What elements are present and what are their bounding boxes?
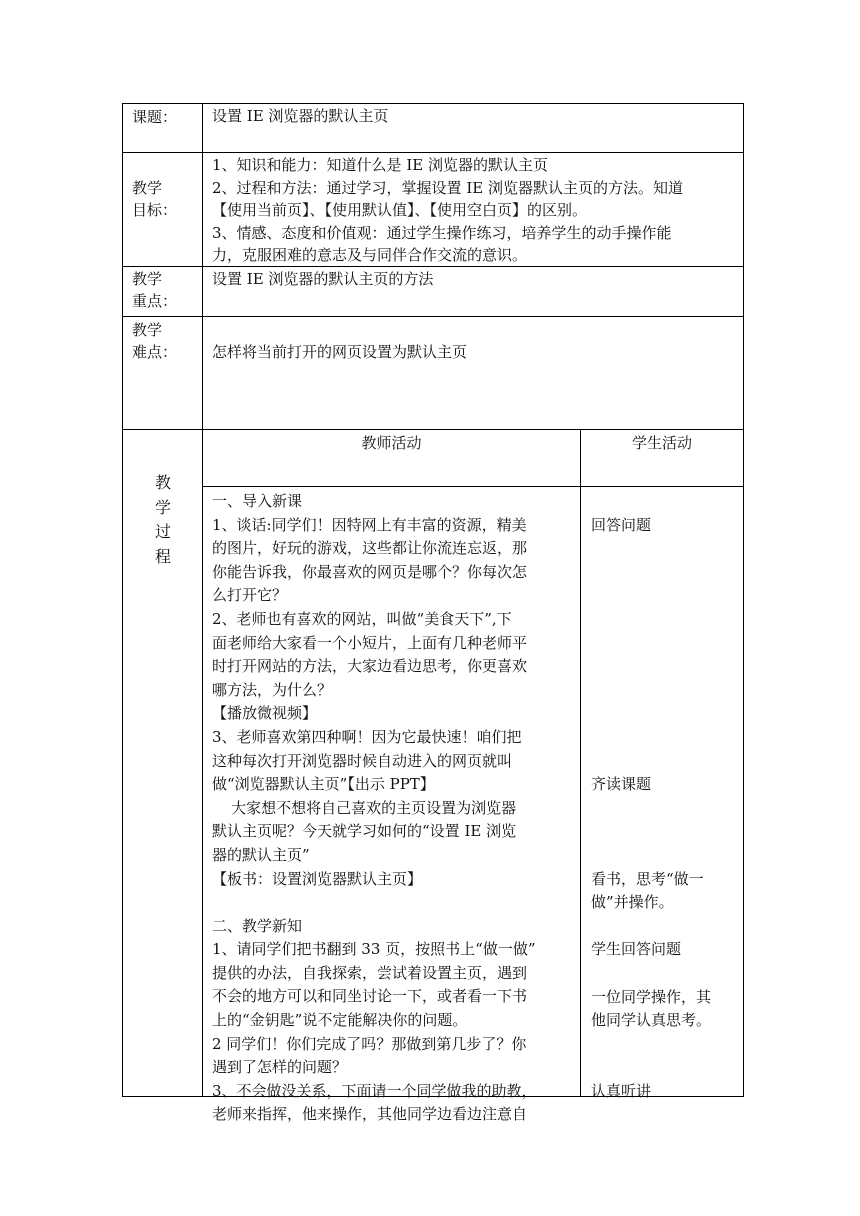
- key-points-content: 设置 IE 浏览器的默认主页的方法: [212, 270, 434, 288]
- key-points-label-line-2: 重点：: [132, 292, 178, 310]
- teacher-activity-line: 1、请同学们把书翻到 33 页，按照书上“做一做”: [212, 940, 536, 959]
- teacher-activity-line: 一、导入新课: [212, 492, 303, 510]
- objectives-label-line-2: 目标：: [132, 201, 178, 219]
- key-points-label-line-1: 教学: [132, 270, 163, 288]
- student-column-divider: [580, 429, 581, 1097]
- student-activity-note: 做”并操作。: [591, 893, 674, 912]
- student-activity-note: 学生回答问题: [591, 940, 682, 959]
- objectives-label: [132, 177, 177, 221]
- teacher-activity-line: 你能告诉我，你最喜欢的网页是哪个？你每次怎: [212, 562, 528, 581]
- difficulties-label-line-2: 难点：: [132, 343, 178, 361]
- difficulties-label-line-1: 教学: [132, 321, 163, 339]
- objectives-content: [212, 154, 683, 267]
- table-border-top: [122, 103, 744, 104]
- teacher-activity-line: 么打开它？: [212, 586, 288, 605]
- table-border-right: [743, 103, 744, 1097]
- row-divider-1: [122, 152, 744, 153]
- objectives-label-line-1: 教学: [132, 179, 163, 197]
- teacher-activity-line: 老师来指挥，他来操作，其他同学边看边注意自: [212, 1105, 528, 1124]
- process-label-char: 过: [154, 522, 171, 541]
- objectives-line: 3、情感、态度和价值观：通过学生操作练习，培养学生的动手操作能: [212, 223, 672, 242]
- objectives-line: 【使用当前页】、【使用默认值】、【使用空白页】的区别。: [212, 201, 588, 220]
- teacher-activity-line: 的图片，好玩的游戏，这些都让你流连忘返，那: [212, 539, 528, 558]
- teacher-activity-line: 2 同学们！你们完成了吗？那做到第几步了？你: [212, 1034, 527, 1053]
- row-divider-3: [122, 316, 744, 317]
- difficulties-content: 怎样将当前打开的网页设置为默认主页: [212, 343, 468, 361]
- process-label-char: 教: [154, 473, 171, 492]
- student-activity-note: 回答问题: [591, 515, 652, 534]
- teacher-activity-line: 这种每次打开浏览器时候自动进入的网页就叫: [212, 751, 513, 770]
- objectives-line: 1、知识和能力：知道什么是 IE 浏览器的默认主页: [212, 156, 548, 174]
- table-border-left: [122, 103, 123, 1097]
- teacher-activity-line: 3、老师喜欢第四种啊！因为它最快速！咱们把: [212, 727, 522, 746]
- difficulties-label: [132, 319, 177, 363]
- student-activity-note: 齐读课题: [591, 775, 652, 794]
- teacher-activity-line: 大家想不想将自己喜欢的主页设置为浏览器: [212, 798, 517, 817]
- teacher-activity-line: 【播放微视频】: [212, 704, 318, 723]
- teacher-activity-line: 1、谈话:同学们！因特网上有丰富的资源，精美: [212, 515, 527, 534]
- key-points-label: [132, 268, 177, 312]
- teacher-activity-line: 做“浏览器默认主页”【出示 PPT】: [212, 775, 435, 794]
- topic-label: 课题：: [132, 108, 178, 126]
- process-label-char: 学: [154, 497, 171, 517]
- label-column-divider: [202, 103, 203, 1097]
- row-divider-4: [122, 429, 744, 430]
- teacher-activity-line: 面老师给大家看一个小短片，上面有几种老师平: [212, 633, 528, 652]
- teacher-activity-line: 哪方法，为什么？: [212, 680, 333, 699]
- teacher-activity-line: 时打开网站的方法，大家边看边思考，你更喜欢: [212, 657, 528, 676]
- teacher-activity-line: 器的默认主页”: [212, 845, 310, 864]
- student-activity-note: 看书，思考“做一: [591, 869, 704, 888]
- objectives-line: 力，克服困难的意志及与同伴合作交流的意识。: [212, 246, 528, 265]
- topic-content: 设置 IE 浏览器的默认主页: [212, 107, 389, 125]
- process-label: [150, 471, 176, 569]
- teacher-activity-content: [212, 490, 537, 1127]
- student-activity-note: 他同学认真思考。: [591, 1011, 712, 1030]
- teacher-activity-line: 上的“金钥匙”说不定能解决你的问题。: [212, 1011, 468, 1030]
- teacher-activity-line: 默认主页呢？今天就学习如何的“设置 IE 浏览: [212, 822, 517, 841]
- student-activity-note: 认真听讲: [591, 1082, 652, 1100]
- teacher-activity-line: 遇到了怎样的问题？: [212, 1058, 348, 1077]
- teacher-activity-header: 教师活动: [361, 434, 422, 452]
- teacher-activity-line: 提供的办法，自我探索，尝试着设置主页，遇到: [212, 963, 528, 982]
- student-activity-note: 一位同学操作，其: [591, 987, 712, 1006]
- teacher-activity-line: 2、老师也有喜欢的网站，叫做“美食天下”,下: [212, 609, 512, 628]
- student-activity-content: [591, 490, 741, 1100]
- teacher-activity-line: 【板书：设置浏览器默认主页】: [212, 869, 423, 888]
- process-label-char: 程: [154, 546, 171, 566]
- student-activity-header: 学生活动: [631, 434, 692, 452]
- objectives-line: 2、过程和方法：通过学习，掌握设置 IE 浏览器默认主页的方法。知道: [212, 178, 683, 197]
- teacher-activity-line: 二、教学新知: [212, 916, 303, 935]
- teacher-activity-line: 3、不会做没关系，下面请一个同学做我的助教，: [212, 1081, 537, 1100]
- teacher-activity-line: 不会的地方可以和同坐讨论一下，或者看一下书: [212, 987, 528, 1006]
- process-header-divider: [202, 486, 744, 487]
- teacher-activity-line: [212, 891, 537, 915]
